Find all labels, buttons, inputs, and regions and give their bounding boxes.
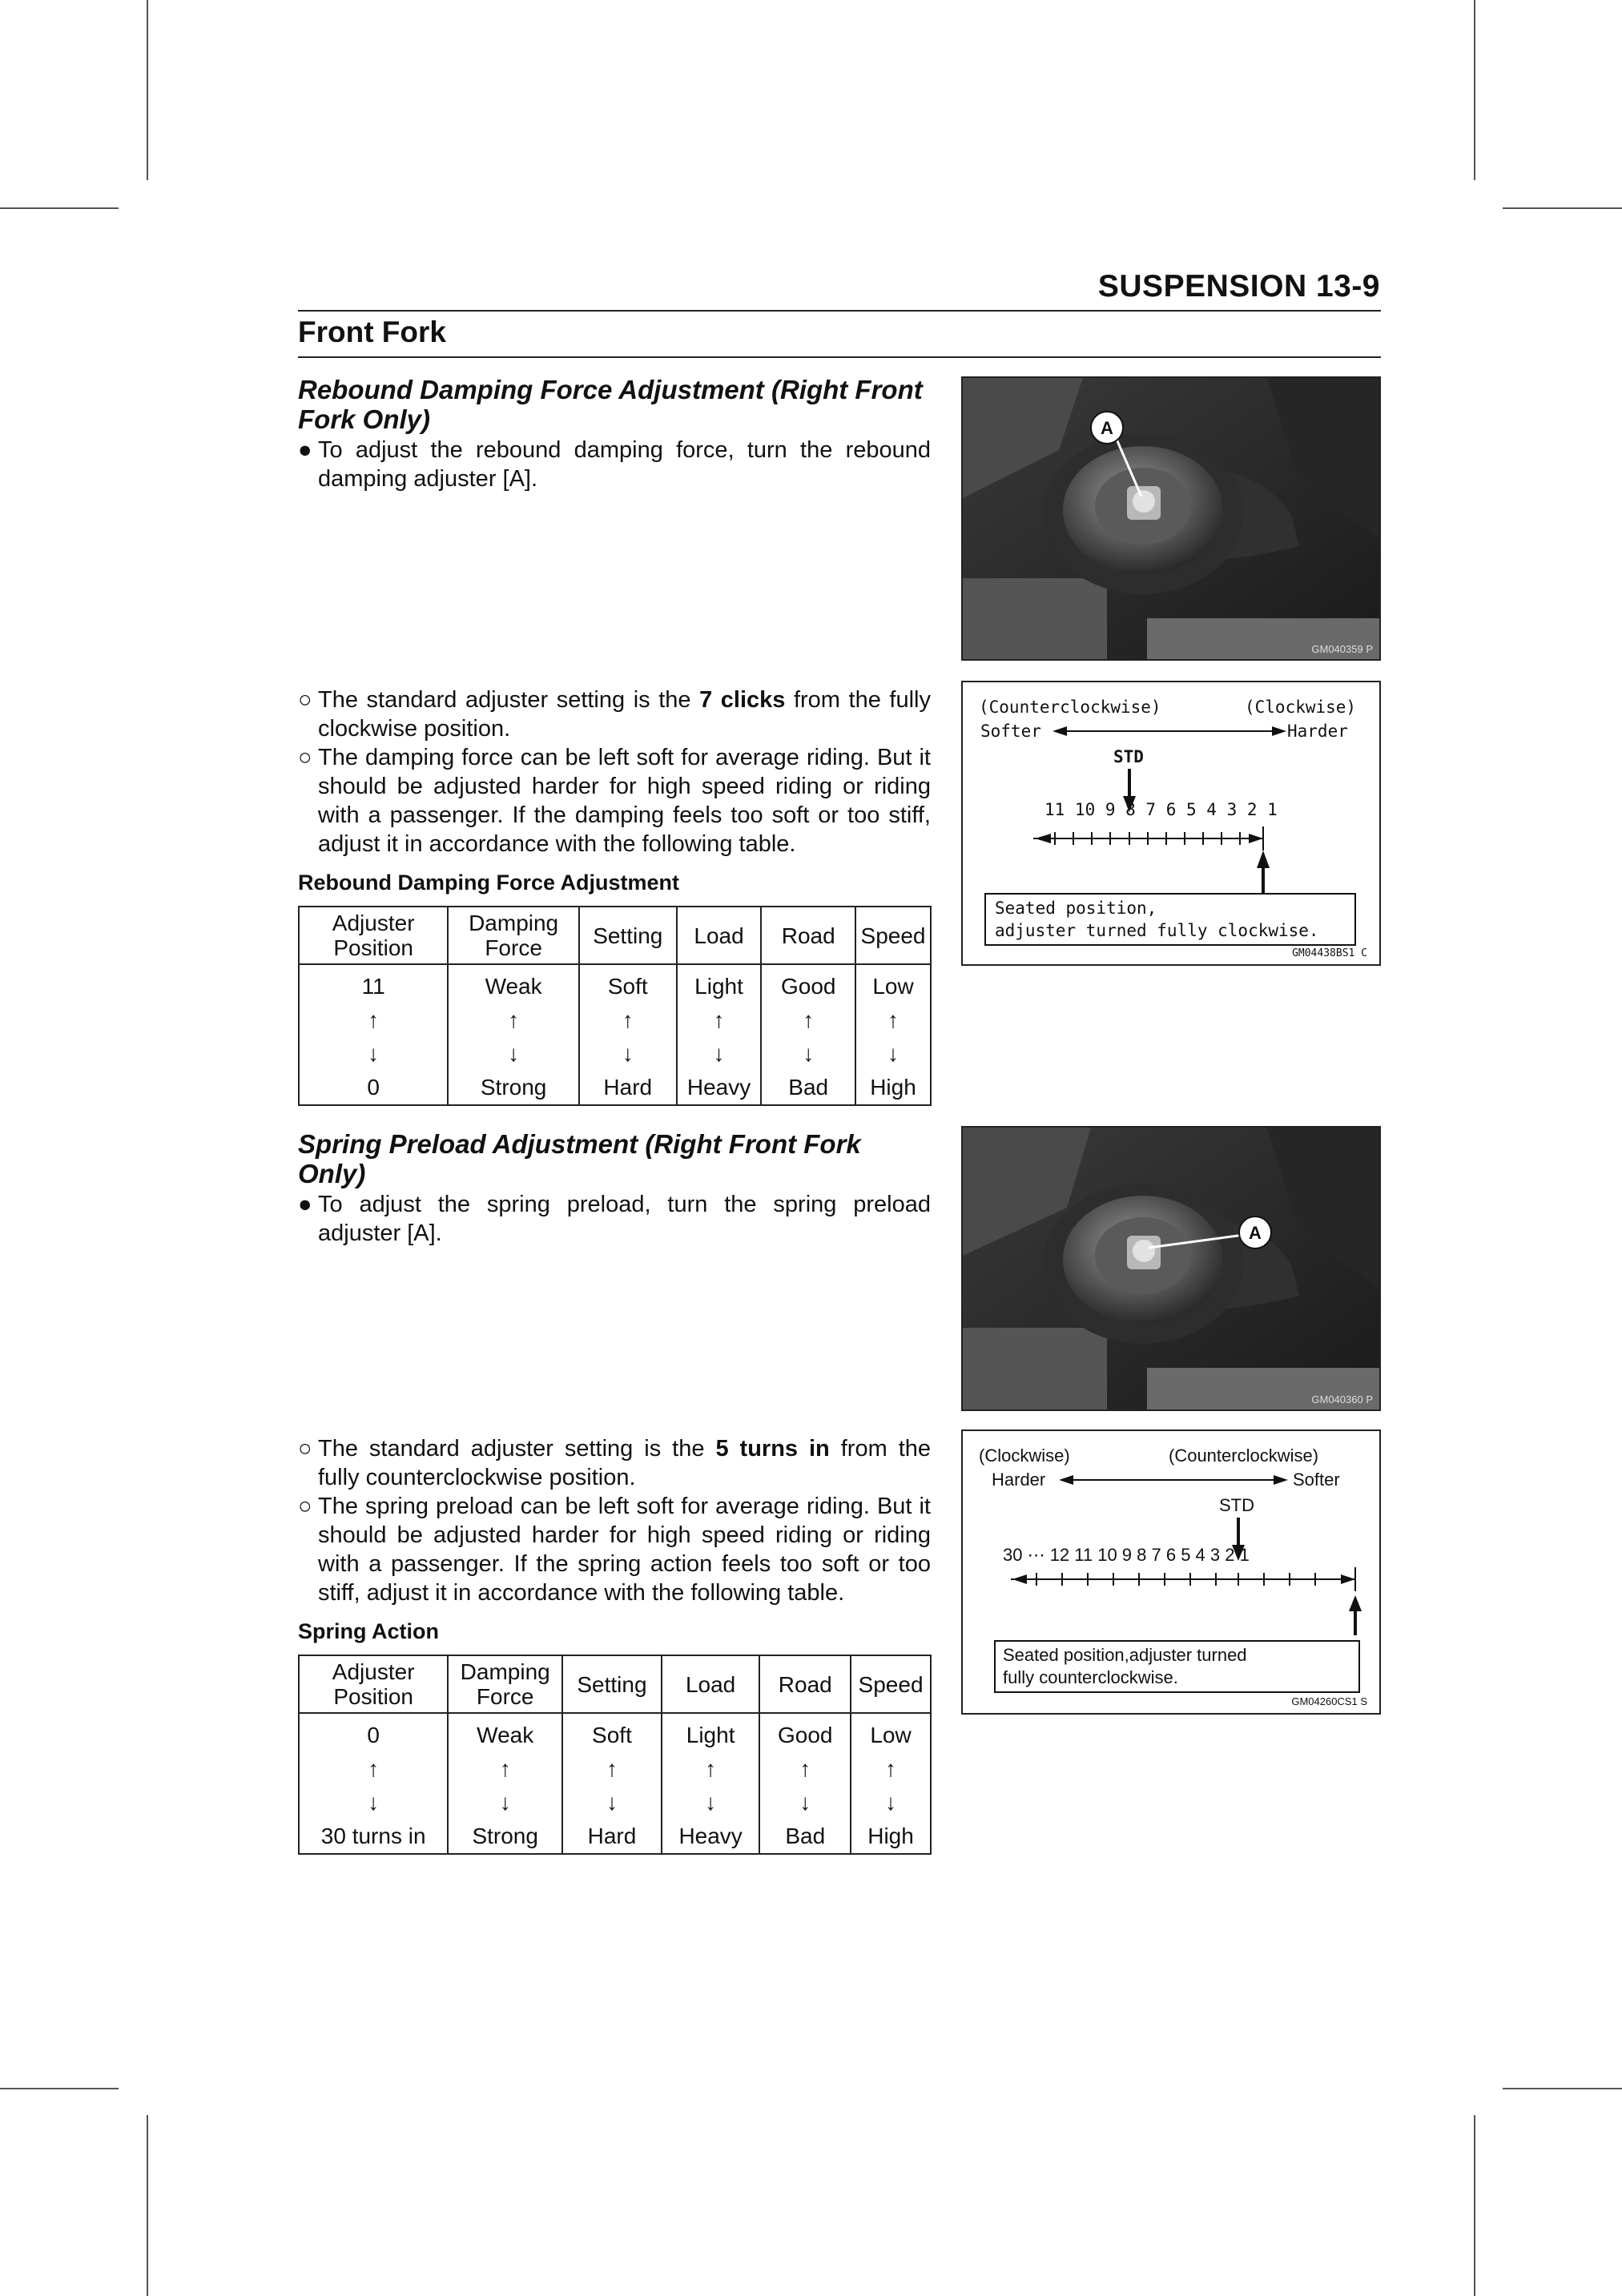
left-arrow-icon — [1059, 1475, 1073, 1485]
softer-label: Softer — [1293, 1470, 1340, 1490]
note-circle-icon: ○ — [298, 1494, 312, 1519]
preload-bullet — [298, 1190, 931, 1248]
crop-mark — [1503, 2088, 1622, 2089]
clockwise-label: (Clockwise) — [979, 1446, 1070, 1466]
up-arrow-icon: ↑ — [562, 1752, 662, 1786]
table-cell: Weak — [448, 1713, 562, 1752]
table-cell: 11 — [299, 964, 448, 1003]
up-arrow-icon: ↑ — [761, 1003, 855, 1037]
table-cell: Bad — [761, 1071, 855, 1105]
table-cell: Low — [855, 964, 931, 1003]
preload-note-1-text: The standard adjuster setting is the — [318, 1436, 716, 1462]
std-label: STD — [1113, 747, 1144, 766]
table-header: Speed — [855, 907, 931, 964]
counterclockwise-label: (Counterclockwise) — [1169, 1446, 1319, 1466]
table-cell: Light — [677, 964, 762, 1003]
preload-note-2 — [298, 1492, 931, 1607]
harder-label: Harder — [1287, 722, 1348, 741]
callout-label: A — [1249, 1223, 1262, 1243]
scale-right-arrow-icon — [1249, 834, 1263, 843]
callout-label: A — [1101, 418, 1113, 438]
preload-standard-setting: 5 turns in — [715, 1436, 830, 1462]
right-arrow-icon — [1272, 726, 1286, 736]
counterclockwise-label: (Counterclockwise) — [979, 698, 1161, 717]
figure-code: GM04438BS1 C — [1292, 947, 1367, 959]
table-header: Setting — [579, 907, 677, 964]
table-row — [299, 1037, 931, 1071]
table-header-row — [299, 907, 931, 964]
rebound-diagram-svg — [963, 682, 1379, 964]
rebound-adjuster-diagram — [961, 681, 1381, 966]
preload-table — [298, 1655, 932, 1855]
crop-mark — [1474, 0, 1475, 180]
scale-right-arrow-icon — [1341, 1574, 1355, 1584]
down-arrow-icon: ↓ — [855, 1037, 931, 1071]
rebound-standard-setting: 7 clicks — [699, 687, 786, 713]
crop-mark — [147, 0, 148, 180]
figure-code: GM04260CS1 S — [1291, 1695, 1367, 1707]
down-arrow-icon: ↓ — [562, 1786, 662, 1820]
rebound-heading: Rebound Damping Force Adjustment (Right Front Fork Only) — [298, 375, 923, 434]
up-arrow-icon: ↑ — [851, 1752, 931, 1786]
table-row — [299, 1071, 931, 1105]
rebound-bullet — [298, 436, 931, 493]
section-title: Front Fork — [298, 316, 446, 348]
table-header: Road — [761, 907, 855, 964]
rebound-table — [298, 906, 932, 1106]
table-header: Speed — [851, 1655, 931, 1713]
rebound-adjuster-photo — [961, 376, 1381, 661]
table-header: Damping Force — [448, 907, 579, 964]
harder-label: Harder — [992, 1470, 1046, 1490]
rebound-notes — [298, 686, 931, 897]
down-arrow-icon: ↓ — [677, 1037, 762, 1071]
preload-heading: Spring Preload Adjustment (Right Front Fork Only) — [298, 1129, 861, 1188]
up-arrow-icon: ↑ — [759, 1752, 851, 1786]
scale-numbers: 11 10 9 8 7 6 5 4 3 2 1 — [1044, 800, 1278, 819]
table-row — [299, 1003, 931, 1037]
table-header: Adjuster Position — [299, 907, 448, 964]
rebound-note-2 — [298, 743, 931, 858]
table-row — [299, 964, 931, 1003]
table-cell: 0 — [299, 1713, 448, 1752]
table-cell: Strong — [448, 1820, 562, 1854]
table-cell: Soft — [562, 1713, 662, 1752]
table-cell: Strong — [448, 1071, 579, 1105]
down-arrow-icon: ↓ — [299, 1037, 448, 1071]
table-row — [299, 1820, 931, 1854]
section-rule — [298, 356, 1381, 358]
rebound-intro — [298, 375, 931, 493]
down-arrow-icon: ↓ — [662, 1786, 760, 1820]
note-box-line-1: Seated position,adjuster turned — [1003, 1645, 1247, 1665]
table-header: Load — [662, 1655, 760, 1713]
preload-diagram-svg — [963, 1431, 1379, 1713]
preload-adjuster-diagram — [961, 1429, 1381, 1715]
table-header: Road — [759, 1655, 851, 1713]
up-arrow-icon: ↑ — [579, 1003, 677, 1037]
note-circle-icon: ○ — [298, 745, 312, 770]
preload-notes — [298, 1434, 931, 1646]
table-header: Load — [677, 907, 762, 964]
note-box-line-2: fully counterclockwise. — [1003, 1667, 1178, 1687]
down-arrow-icon: ↓ — [448, 1037, 579, 1071]
table-cell: High — [855, 1071, 931, 1105]
up-arrow-icon: ↑ — [662, 1752, 760, 1786]
table-cell: Good — [759, 1713, 851, 1752]
photo-code: GM040359 P — [1311, 643, 1373, 655]
left-arrow-icon — [1052, 726, 1067, 736]
page-header: SUSPENSION 13-9 — [1097, 269, 1380, 304]
rebound-bullet-text: To adjust the rebound damping force, turn the rebound damping adjuster [A]. — [318, 437, 931, 492]
crop-mark — [147, 2115, 148, 2296]
crop-mark — [0, 207, 119, 209]
table-cell: Hard — [562, 1820, 662, 1854]
down-arrow-icon: ↓ — [448, 1786, 562, 1820]
table-cell: Low — [851, 1713, 931, 1752]
table-cell: Bad — [759, 1820, 851, 1854]
preload-photo-illustration — [963, 1128, 1379, 1409]
preload-note-1 — [298, 1434, 931, 1492]
rebound-note-1-rest: from the fully clockwise position. — [318, 687, 931, 742]
clockwise-label: (Clockwise) — [1245, 698, 1357, 717]
header-rule — [298, 310, 1381, 312]
scale-left-arrow-icon — [1012, 1574, 1027, 1584]
preload-intro — [298, 1129, 931, 1248]
rebound-note-1 — [298, 686, 931, 743]
table-header: Adjuster Position — [299, 1655, 448, 1713]
table-cell: High — [851, 1820, 931, 1854]
rebound-photo-illustration — [963, 378, 1379, 659]
table-row — [299, 1713, 931, 1752]
right-arrow-icon — [1274, 1475, 1288, 1485]
table-header-row — [299, 1655, 931, 1713]
up-arrow-icon: ↑ — [448, 1752, 562, 1786]
up-arrow-icon: ↑ — [677, 1003, 762, 1037]
table-cell: Soft — [579, 964, 677, 1003]
note-circle-icon: ○ — [298, 1436, 312, 1462]
rebound-note-2-text: The damping force can be left soft for average riding. But it should be adjusted harder for high speed riding or riding with a passenger. If the damping feels too soft or too stiff, adjust it in accordance with the following table. — [318, 745, 931, 857]
note-box-line-1: Seated position, — [995, 899, 1157, 918]
table-cell: Heavy — [677, 1071, 762, 1105]
up-arrow-icon — [1257, 850, 1270, 868]
table-cell: 0 — [299, 1071, 448, 1105]
crop-mark — [1503, 207, 1622, 209]
table-cell: Heavy — [662, 1820, 760, 1854]
preload-table-caption: Spring Action — [298, 1619, 439, 1643]
note-box-line-2: adjuster turned fully clockwise. — [995, 921, 1319, 940]
down-arrow-icon: ↓ — [579, 1037, 677, 1071]
table-cell: 30 turns in — [299, 1820, 448, 1854]
bullet-icon: ● — [298, 437, 312, 463]
softer-label: Softer — [980, 722, 1041, 741]
table-cell: Good — [761, 964, 855, 1003]
preload-bullet-text: To adjust the spring preload, turn the spring preload adjuster [A]. — [318, 1192, 931, 1246]
std-label: STD — [1219, 1495, 1254, 1515]
rebound-table-caption: Rebound Damping Force Adjustment — [298, 871, 680, 895]
table-cell: Light — [662, 1713, 760, 1752]
preload-note-1-rest: from the fully counterclockwise position. — [318, 1436, 932, 1490]
down-arrow-icon: ↓ — [761, 1037, 855, 1071]
table-header: Setting — [562, 1655, 662, 1713]
crop-mark — [0, 2088, 119, 2089]
scale-left-arrow-icon — [1035, 834, 1051, 843]
bullet-icon: ● — [298, 1192, 312, 1217]
table-cell: Weak — [448, 964, 579, 1003]
table-header: Damping Force — [448, 1655, 562, 1713]
up-arrow-icon — [1349, 1595, 1362, 1611]
down-arrow-icon: ↓ — [759, 1786, 851, 1820]
table-row — [299, 1752, 931, 1786]
up-arrow-icon: ↑ — [299, 1003, 448, 1037]
table-row — [299, 1786, 931, 1820]
up-arrow-icon: ↑ — [448, 1003, 579, 1037]
preload-note-2-text: The spring preload can be left soft for average riding. But it should be adjusted harder for high speed riding or riding with a passenger. If the spring action feels too soft or too stiff, adjust it in accordance with the following table. — [318, 1494, 931, 1606]
down-arrow-icon: ↓ — [299, 1786, 448, 1820]
crop-mark — [1474, 2115, 1475, 2296]
up-arrow-icon: ↑ — [299, 1752, 448, 1786]
table-cell: Hard — [579, 1071, 677, 1105]
rebound-note-1-text: The standard adjuster setting is the — [318, 687, 700, 713]
down-arrow-icon: ↓ — [851, 1786, 931, 1820]
preload-adjuster-photo — [961, 1126, 1381, 1411]
scale-numbers: 30 ⋯ 12 11 10 9 8 7 6 5 4 3 2 1 — [1003, 1545, 1250, 1565]
note-circle-icon: ○ — [298, 687, 312, 713]
photo-code: GM040360 P — [1311, 1393, 1373, 1405]
up-arrow-icon: ↑ — [855, 1003, 931, 1037]
